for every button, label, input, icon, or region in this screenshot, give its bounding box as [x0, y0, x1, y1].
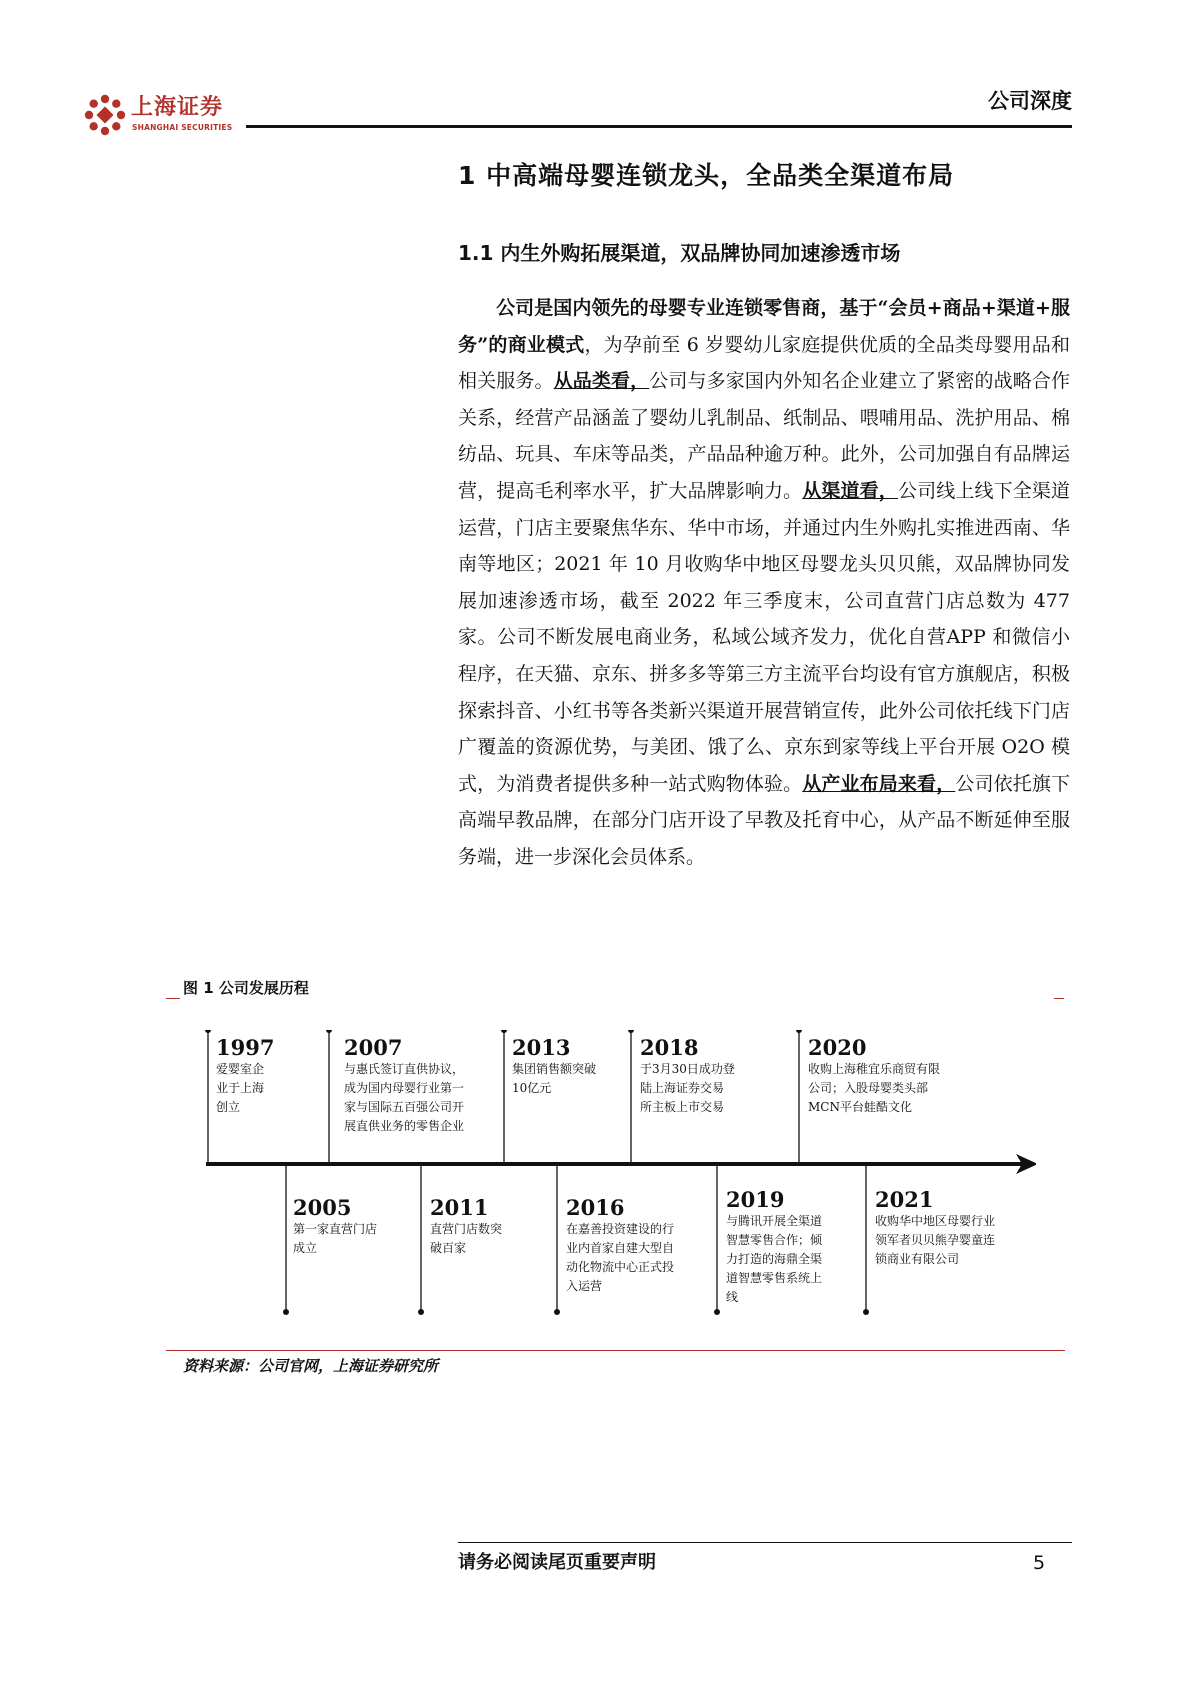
event-line: 破百家	[430, 1241, 467, 1255]
body-text-1: ，为孕前至 6 岁婴幼儿家庭提供优质的全品类母婴用品和相关服务。	[458, 333, 1070, 393]
event-line: 在嘉善投资建设的行	[566, 1222, 675, 1236]
figure-source: 资料来源：公司官网，上海证券研究所	[183, 1357, 439, 1375]
event-line: 智慧零售合作；倾	[726, 1233, 823, 1247]
logo-icon	[84, 94, 126, 136]
tick-dot-2013	[501, 1030, 507, 1033]
event-2021	[875, 1188, 995, 1269]
emphasis-category: 从品类看，	[553, 370, 650, 393]
event-year: 1997	[216, 1035, 275, 1060]
event-line: 陆上海证券交易	[640, 1081, 725, 1095]
event-2013	[512, 1036, 596, 1098]
lead-sentence: 公司是国内领先的母婴专业连锁零售商，基于“会员+商品+渠道+服务”的商业模式	[458, 297, 1070, 356]
event-line: 业于上海	[216, 1081, 265, 1095]
figure-title: 图 1 公司发展历程	[183, 979, 309, 997]
event-2011	[430, 1196, 502, 1258]
tick-dot-1997	[205, 1030, 211, 1033]
tick-dot-2021	[863, 1309, 869, 1315]
tick-dot-2005	[283, 1309, 289, 1315]
source-rule	[166, 1350, 1065, 1351]
tick-dot-2020	[796, 1030, 802, 1033]
event-line: 入运营	[566, 1279, 603, 1293]
event-line: 集团销售额突破	[512, 1062, 597, 1076]
event-line: 与腾讯开展全渠道	[726, 1214, 823, 1228]
tick-dot-2019	[714, 1309, 720, 1315]
event-line: 公司；入股母婴类头部	[808, 1081, 929, 1095]
body-text-4: 公司依托旗下高端早教品牌，在部分门店开设了早教及托育中心，从产品不断延伸至服务端，进一步深化会员体系。	[458, 772, 1070, 868]
event-line: 业内首家自建大型自	[566, 1241, 675, 1255]
subsection-heading: 1.1 内生外购拓展渠道，双品牌协同加速渗透市场	[458, 241, 901, 265]
event-2005	[293, 1196, 377, 1258]
event-year: 2011	[430, 1195, 489, 1220]
body-text-3: 公司线上线下全渠道运营，门店主要聚焦华东、华中市场，并通过内生外购扎实推进西南、华南等地区；2021 年 10 月收购华中地区母婴龙头贝贝熊，双品牌协同发展加速渗透市场，截至 2022 年三季度末，公司直营门店总数为 477 家。公司不断发展电商业务，私域公域齐发力，优化自营APP 和微信小程序，在天猫、京东、拼多多等第三方主流平台均设有官方旗舰店，积极探索抖音、小红书等各类新兴渠道开展营销宣传，此外公司依托线下门店广覆盖的资源优势，与美团、饿了么、京东到家等线上平台开展 O2O 模式，为消费者提供多种一站式购物体验。	[458, 479, 1070, 795]
event-2007	[344, 1036, 464, 1136]
event-line: 力打造的海鼎全渠	[726, 1252, 823, 1266]
figure-rule-right	[1054, 998, 1064, 999]
event-year: 2020	[808, 1035, 867, 1060]
page-number: 5	[1033, 1552, 1046, 1574]
event-line: 线	[726, 1290, 739, 1304]
tick-dot-2007	[326, 1030, 332, 1033]
event-year: 2013	[512, 1035, 571, 1060]
event-line: 家与国际五百强公司开	[344, 1100, 465, 1114]
event-line: 成为国内母婴行业第一	[344, 1081, 465, 1095]
footer-notice: 请务必阅读尾页重要声明	[458, 1552, 656, 1573]
event-line: 与惠氏签订直供协议，	[344, 1062, 465, 1076]
event-line: 于3月30日成功登	[640, 1062, 735, 1076]
header-label: 公司深度	[988, 89, 1072, 113]
event-line: 直营门店数突	[430, 1222, 503, 1236]
event-line: 创立	[216, 1100, 241, 1114]
footer-rule	[458, 1542, 1072, 1543]
event-line: 道智慧零售系统上	[726, 1271, 823, 1285]
emphasis-industry: 从产业布局来看，	[802, 772, 956, 795]
event-line: 10亿元	[512, 1081, 552, 1095]
tick-dot-2016	[554, 1309, 560, 1315]
event-line: MCN平台蛙酷文化	[808, 1100, 912, 1114]
event-line: 收购华中地区母婴行业	[875, 1214, 996, 1228]
tick-dot-2018	[628, 1030, 634, 1033]
emphasis-channel: 从渠道看，	[802, 479, 898, 502]
event-line: 所主板上市交易	[640, 1100, 725, 1114]
event-year: 2016	[566, 1195, 625, 1220]
event-line: 爱婴室企	[216, 1062, 265, 1076]
event-line: 锁商业有限公司	[875, 1252, 960, 1266]
logo-subtitle: SHANGHAI SECURITIES	[132, 123, 233, 132]
event-year: 2019	[726, 1187, 785, 1212]
event-year: 2005	[293, 1195, 352, 1220]
event-year: 2007	[344, 1035, 403, 1060]
event-year: 2018	[640, 1035, 699, 1060]
body-text-2: 公司与多家国内外知名企业建立了紧密的战略合作关系，经营产品涵盖了婴幼儿乳制品、纸制品、喂哺用品、洗护用品、棉纺品、玩具、车床等品类，产品品种逾万种。此外，公司加强自有品牌运营，提高毛利率水平，扩大品牌影响力。	[458, 370, 1070, 502]
event-line: 动化物流中心正式投	[566, 1260, 675, 1274]
event-line: 收购上海稚宜乐商贸有限	[808, 1062, 941, 1076]
logo-text: 上海证券	[131, 95, 224, 120]
body-paragraph	[458, 290, 1070, 876]
event-2018	[640, 1036, 735, 1117]
event-2019	[726, 1188, 822, 1307]
event-2020	[808, 1036, 940, 1117]
event-line: 成立	[293, 1241, 318, 1255]
event-line: 领军者贝贝熊孕婴童连	[875, 1233, 996, 1247]
event-1997	[216, 1036, 274, 1117]
event-year: 2021	[875, 1187, 934, 1212]
figure-rule-left	[166, 998, 180, 999]
section-heading: 1 中高端母婴连锁龙头，全品类全渠道布局	[458, 161, 955, 190]
event-line: 第一家直营门店	[293, 1222, 378, 1236]
event-2016	[566, 1196, 674, 1296]
tick-dot-2011	[418, 1309, 424, 1315]
header-rule	[246, 125, 1072, 128]
event-line: 展直供业务的零售企业	[344, 1119, 465, 1133]
